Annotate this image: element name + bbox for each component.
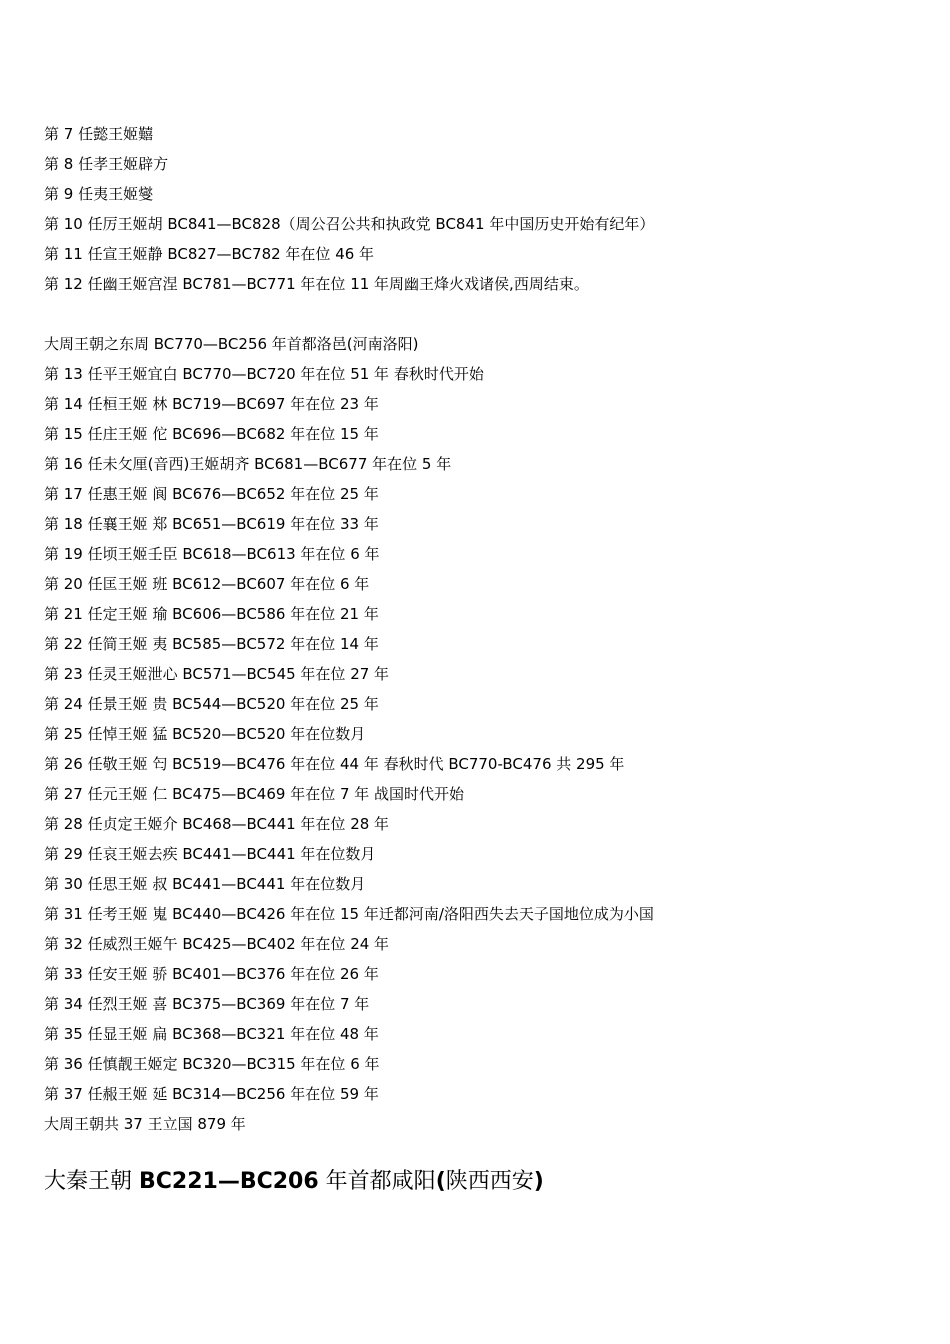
king-line: 第 18 任襄王姬 郑 BC651—BC619 年在位 33 年 [44, 515, 379, 533]
western-zhou-kings-list [44, 119, 924, 299]
king-line: 第 20 任匡王姬 班 BC612—BC607 年在位 6 年 [44, 575, 370, 593]
king-line: 第 22 任简王姬 夷 BC585—BC572 年在位 14 年 [44, 635, 379, 653]
king-line: 第 31 任考王姬 嵬 BC440—BC426 年在位 15 年迁都河南/洛阳西失去天子国地位成为小国 [44, 905, 654, 923]
king-line: 第 32 任威烈王姬午 BC425—BC402 年在位 24 年 [44, 935, 390, 953]
king-line: 第 17 任惠王姬 阆 BC676—BC652 年在位 25 年 [44, 485, 379, 503]
king-line: 第 30 任思王姬 叔 BC441—BC441 年在位数月 [44, 875, 366, 893]
king-line: 第 25 任悼王姬 猛 BC520—BC520 年在位数月 [44, 725, 366, 743]
eastern-zhou-kings-list [44, 329, 924, 1139]
king-line: 第 26 任敬王姬 匄 BC519—BC476 年在位 44 年 春秋时代 BC770-BC476 共 295 年 [44, 755, 625, 773]
king-line: 第 19 任顷王姬壬臣 BC618—BC613 年在位 6 年 [44, 545, 380, 563]
king-line: 第 11 任宣王姬静 BC827—BC782 年在位 46 年 [44, 245, 375, 263]
king-line: 第 29 任哀王姬去疾 BC441—BC441 年在位数月 [44, 845, 376, 863]
king-line: 第 37 任赧王姬 延 BC314—BC256 年在位 59 年 [44, 1085, 379, 1103]
heading-middle: 年首都咸阳 [318, 1169, 436, 1194]
king-line: 第 8 任孝王姬辟方 [44, 155, 169, 173]
king-line: 第 24 任景王姬 贵 BC544—BC520 年在位 25 年 [44, 695, 379, 713]
heading-close-paren: ) [533, 1169, 544, 1194]
king-line: 第 34 任烈王姬 喜 BC375—BC369 年在位 7 年 [44, 995, 370, 1013]
king-line: 第 10 任厉王姬胡 BC841—BC828（周公召公共和执政党 BC841 年中国历史开始有纪年） [44, 215, 655, 233]
king-line: 第 12 任幽王姬宫涅 BC781—BC771 年在位 11 年周幽王烽火戏诸侯,西周结束。 [44, 275, 589, 293]
king-line: 第 21 任定王姬 瑜 BC606—BC586 年在位 21 年 [44, 605, 379, 623]
qin-dynasty-heading [44, 1164, 544, 1200]
heading-date-range: BC221—BC206 [139, 1169, 319, 1194]
king-line: 第 13 任平王姬宜白 BC770—BC720 年在位 51 年 春秋时代开始 [44, 365, 484, 383]
heading-open-paren: ( [435, 1169, 446, 1194]
king-line: 第 35 任显王姬 扁 BC368—BC321 年在位 48 年 [44, 1025, 379, 1043]
heading-prefix: 大秦王朝 [44, 1169, 139, 1194]
king-line: 第 9 任夷王姬燮 [44, 185, 154, 203]
heading-place: 陕西西安 [445, 1169, 534, 1194]
dynasty-summary: 大周王朝共 37 王立国 879 年 [44, 1115, 246, 1133]
king-line: 第 33 任安王姬 骄 BC401—BC376 年在位 26 年 [44, 965, 379, 983]
king-line: 第 16 任未攵厘(音西)王姬胡齐 BC681—BC677 年在位 5 年 [44, 455, 452, 473]
king-line: 第 7 任懿王姬囏 [44, 125, 154, 143]
section-title: 大周王朝之东周 BC770—BC256 年首都洛邑(河南洛阳) [44, 335, 419, 353]
king-line: 第 27 任元王姬 仁 BC475—BC469 年在位 7 年 战国时代开始 [44, 785, 465, 803]
king-line: 第 15 任庄王姬 佗 BC696—BC682 年在位 15 年 [44, 425, 379, 443]
king-line: 第 14 任桓王姬 林 BC719—BC697 年在位 23 年 [44, 395, 379, 413]
king-line: 第 28 任贞定王姬介 BC468—BC441 年在位 28 年 [44, 815, 390, 833]
king-line: 第 36 任慎靓王姬定 BC320—BC315 年在位 6 年 [44, 1055, 380, 1073]
king-line: 第 23 任灵王姬泄心 BC571—BC545 年在位 27 年 [44, 665, 390, 683]
